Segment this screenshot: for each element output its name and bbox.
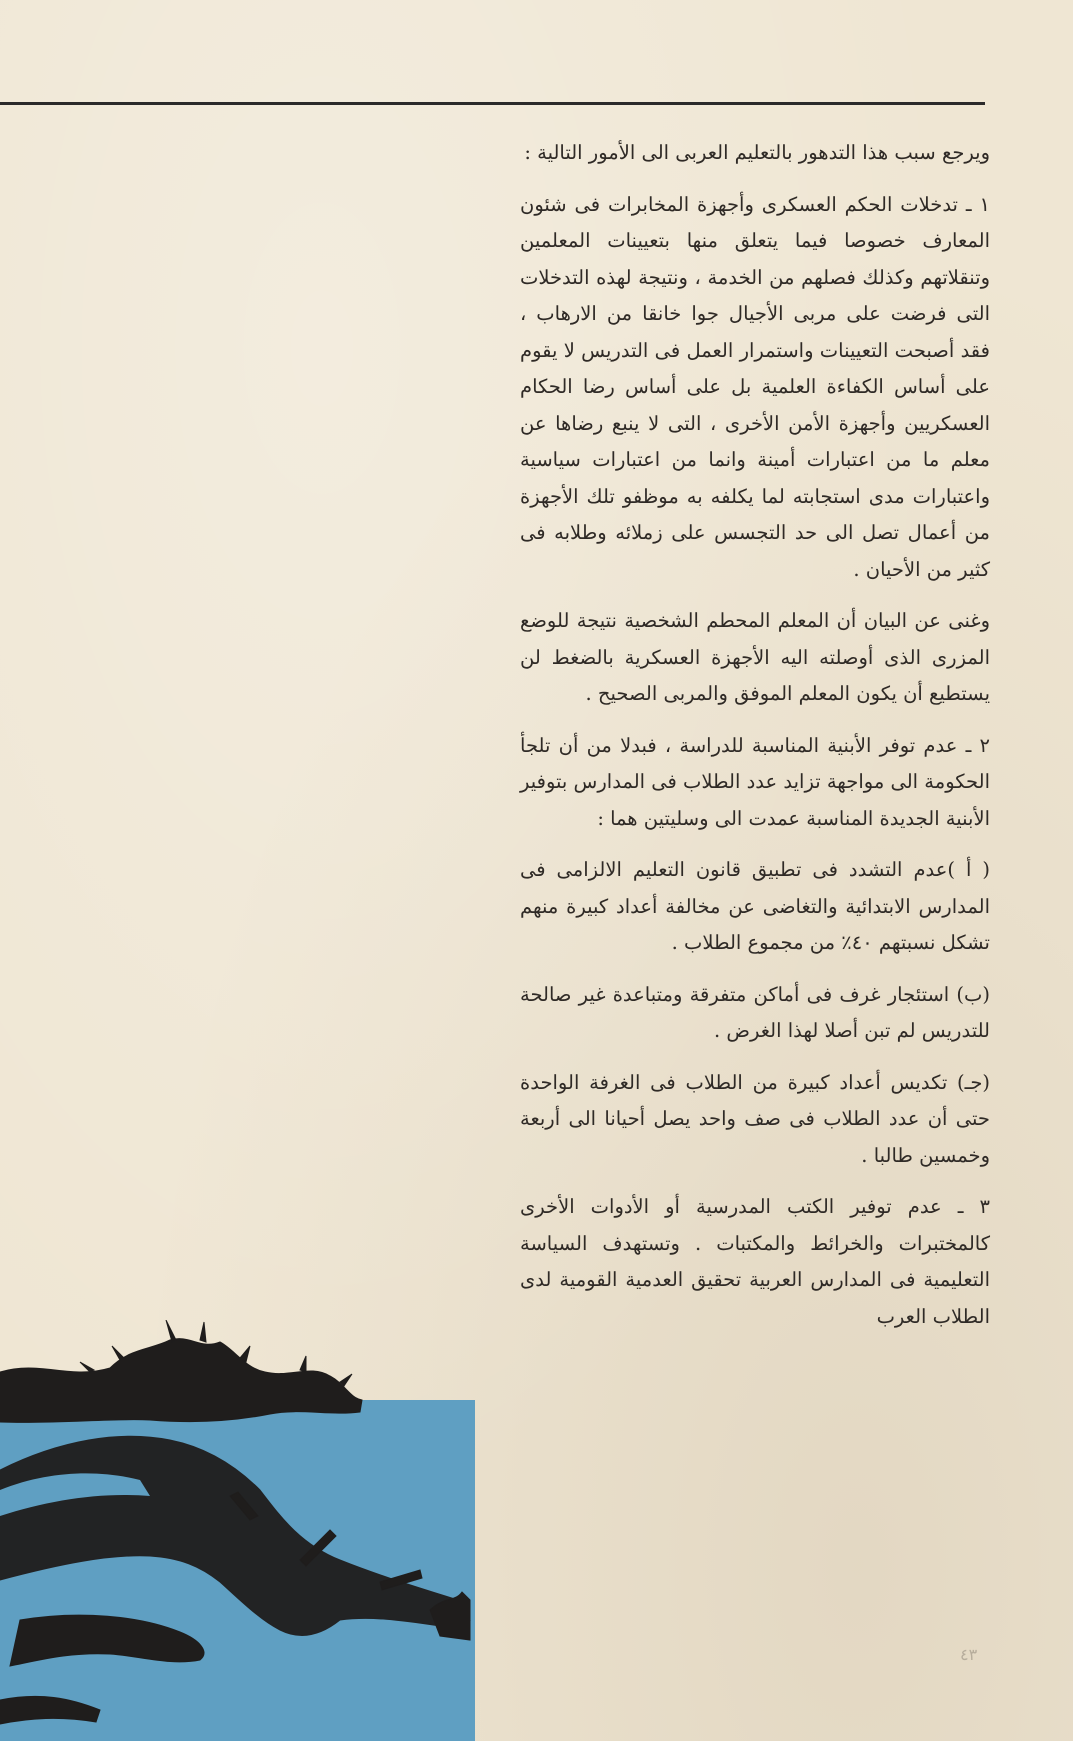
- article-paragraph-point-3: ٣ ـ عدم توفير الكتب المدرسية أو الأدوات الأخرى كالمختبرات والخرائط والمكتبات . وتستهدف السياسة التعليمية فى المدارس العربية تحقيق العدمية القومية لدى الطلاب العرب: [520, 1195, 990, 1328]
- top-rule-divider: [0, 102, 985, 105]
- article-paragraph-point-2b: (ب) استئجار غرف فى أماكن متفرقة ومتباعدة غير صالحة للتدريس لم تبن أصلا لهذا الغرض .: [520, 982, 990, 1042]
- article-paragraph-point-2: ٢ ـ عدم توفر الأبنية المناسبة للدراسة ، فبدلا من أن تلجأ الحكومة الى مواجهة تزايد عدد الطلاب فى المدارس بتوفير الأبنية الجديدة المناسبة عمدت الى وسليتين هما :: [520, 733, 990, 830]
- barbed-wire-illustration: [0, 1320, 475, 1741]
- article-paragraph-point-1: ١ ـ تدخلات الحكم العسكرى وأجهزة المخابرات فى شئون المعارف خصوصا فيما يتعلق منها بتعيينات المعلمين وتنقلاتهم وكذلك فصلهم من الخدمة ، ونتيجة لهذه التدخلات التى فرضت على مربى الأجيال جوا خانقا من الارهاب ، فقد أصبحت التعيينات واستمرار العمل فى التدريس لا يقوم على أساس الكفاءة العلمية بل على أساس رضا الحكام العسكريين وأجهزة الأمن الأخرى ، التى لا ينبع رضاها عن معلم ما من اعتبارات أمينة وانما من اعتبارات سياسية واعتبارات مدى استجابته لما يكلفه به موظفو تلك الأجهزة من أعمال تصل الى حد التجسس على زملائه وطلابه فى كثير من الأحيان .: [520, 192, 990, 581]
- article-paragraph-intro: ويرجع سبب هذا التدهور بالتعليم العربى الى الأمور التالية :: [524, 141, 990, 164]
- article-text-column: [520, 135, 990, 1348]
- article-paragraph-point-2a: ( أ )عدم التشدد فى تطبيق قانون التعليم الالزامى فى المدارس الابتدائية والتغاضى عن مخالفة أعداد كبيرة منهم تشكل نسبتهم ٤٠٪ من مجموع الطلاب .: [520, 858, 990, 954]
- page-number: ٤٣: [960, 1645, 978, 1664]
- article-paragraph-teacher: وغنى عن البيان أن المعلم المحطم الشخصية نتيجة للوضع المزرى الذى أوصلته اليه الأجهزة العسكرية بالضغط لن يستطيع أن يكون المعلم الموفق والمربى الصحيح .: [520, 609, 990, 705]
- article-paragraph-point-2c: (جـ) تكديس أعداد كبيرة من الطلاب فى الغرفة الواحدة حتى أن عدد الطلاب فى صف واحد يصل أحيانا الى أربعة وخمسين طالبا .: [520, 1070, 990, 1167]
